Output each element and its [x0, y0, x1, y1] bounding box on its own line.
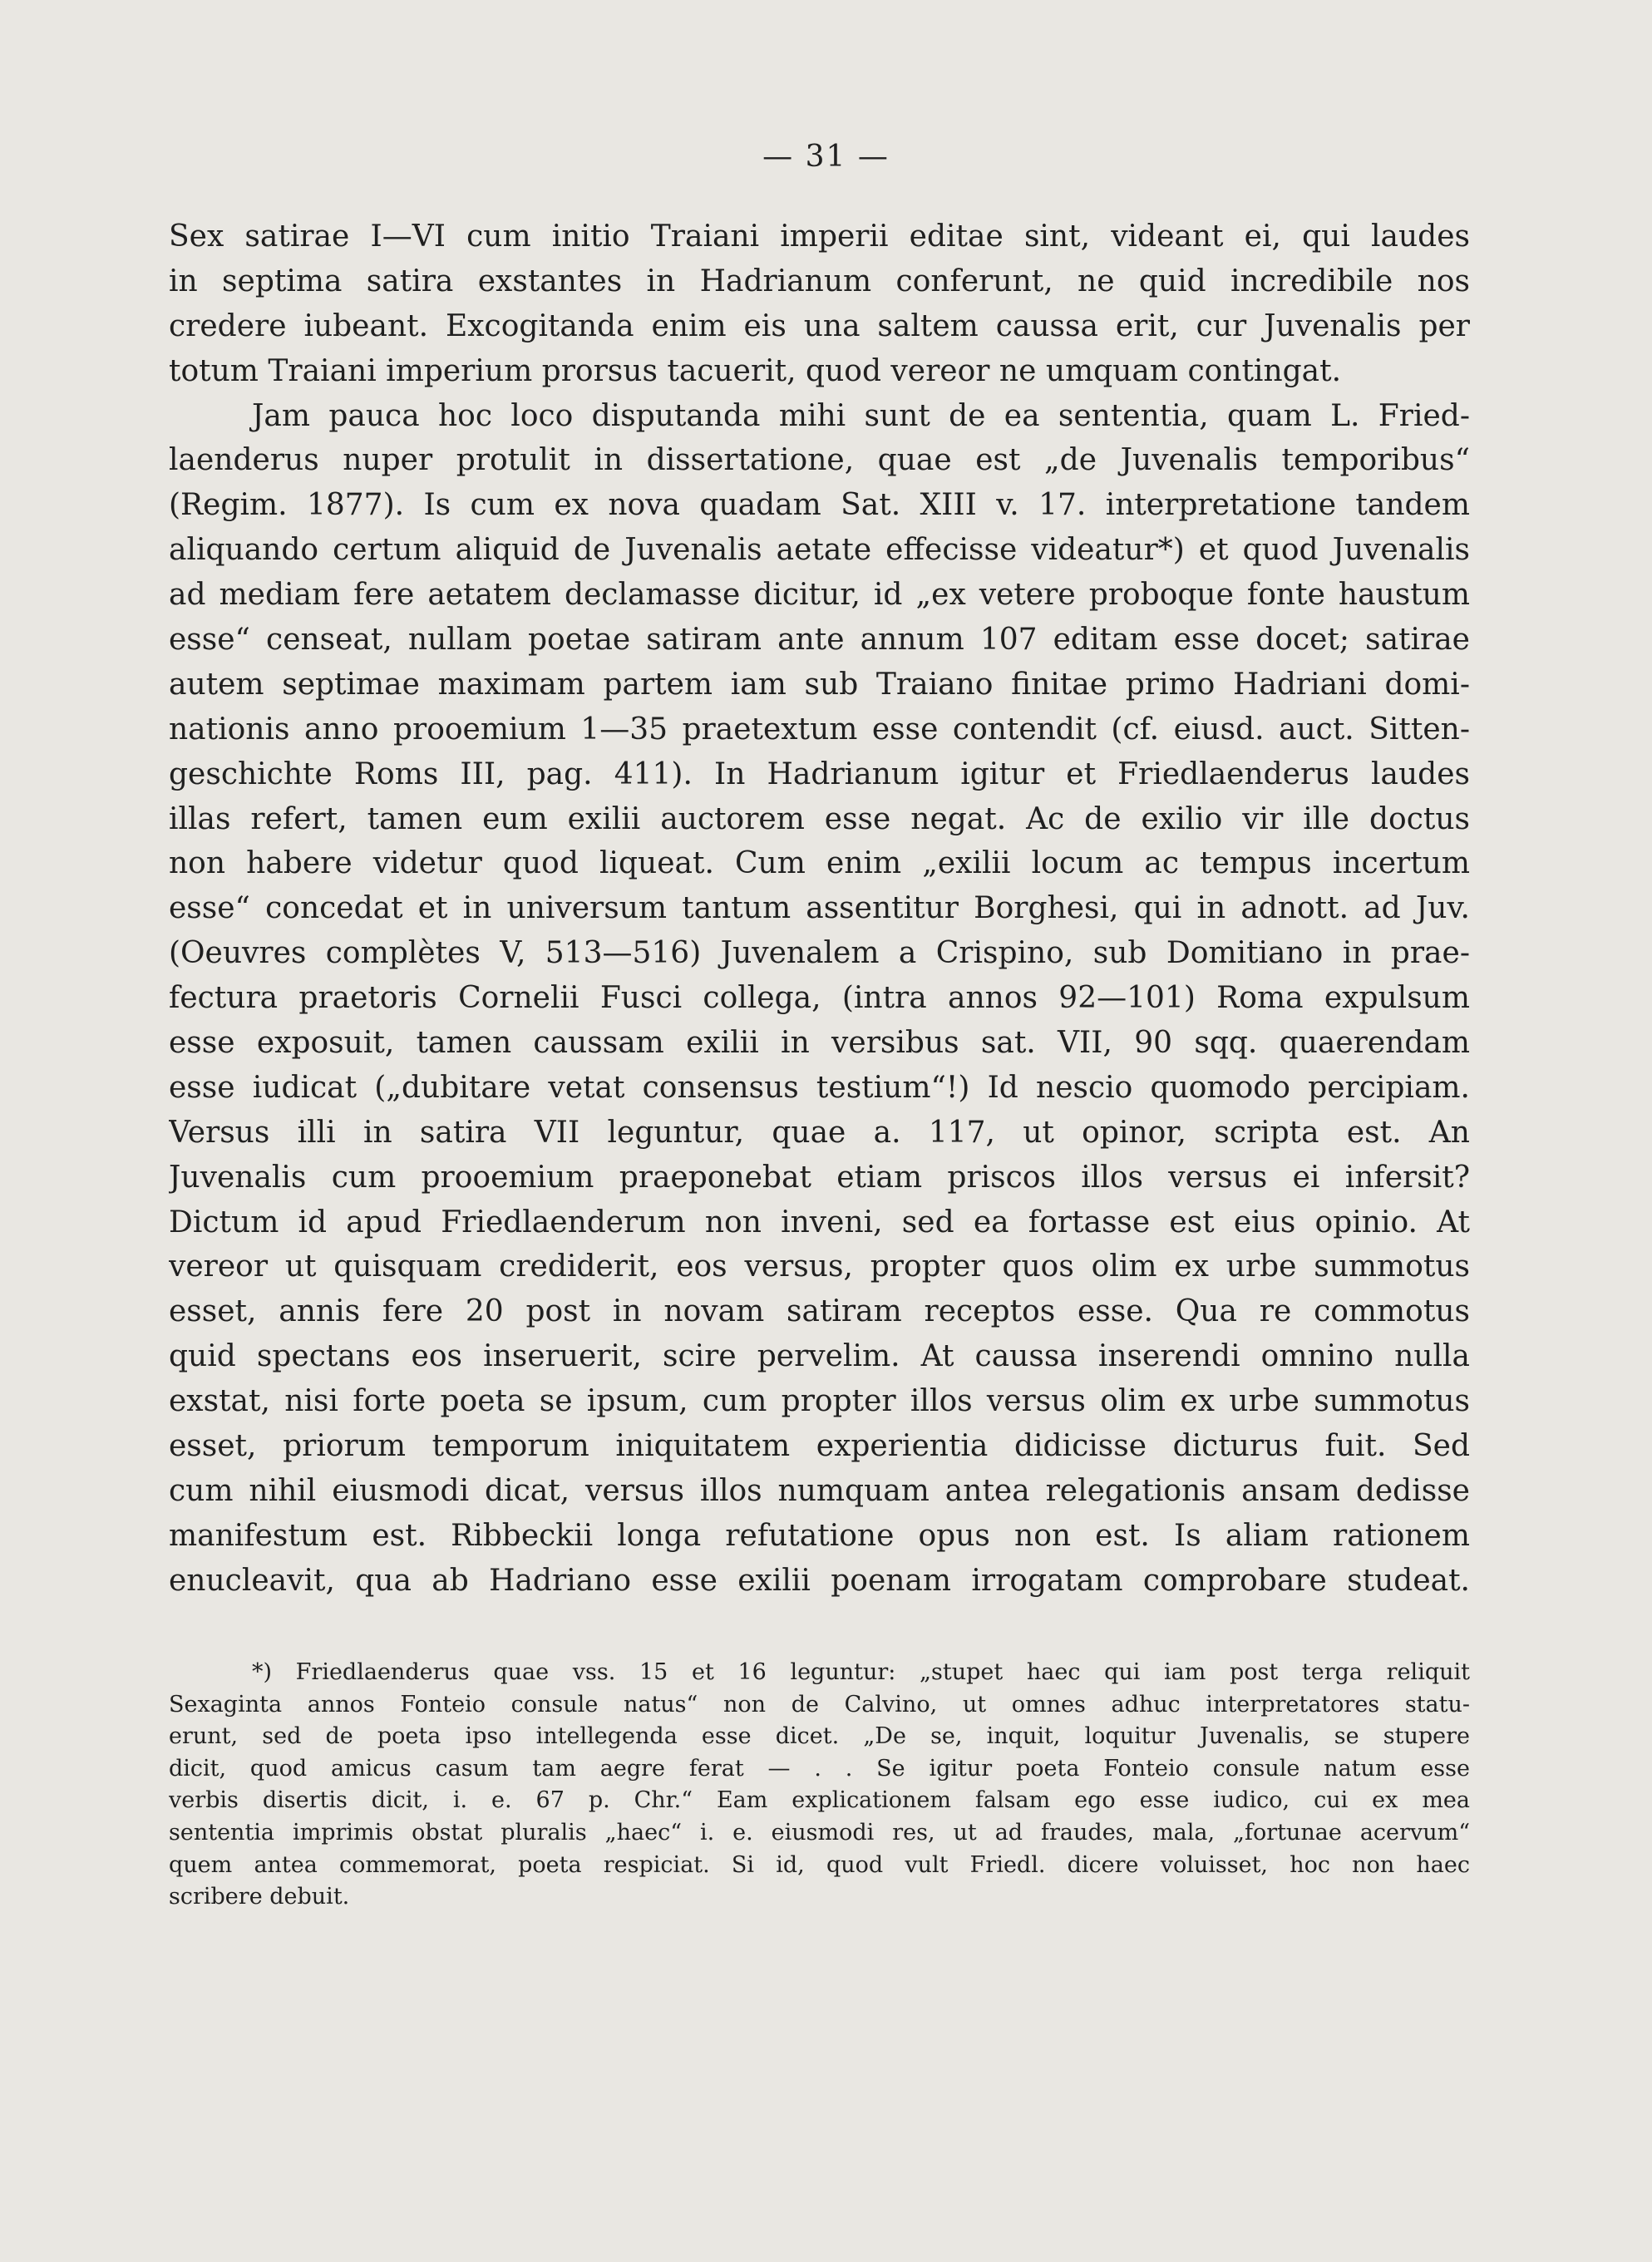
footnote-line: sententia imprimis obstat pluralis „haec“ i. e. eiusmodi res, ut ad fraudes, mala, „fortunae acervum“: [169, 1819, 1470, 1846]
text-line: aliquando certum aliquid de Juvenalis aetate effecisse videatur*) et quod Juvenalis: [169, 533, 1470, 568]
text-line: vereor ut quisquam crediderit, eos versus, propter quos olim ex urbe summotus: [169, 1249, 1470, 1284]
text-line: illas refert, tamen eum exilii auctorem esse negat. Ac de exilio vir ille doctus: [169, 801, 1470, 836]
text-line: Sex satirae I—VI cum initio Traiani imperii editae sint, videant ei, qui laudes: [169, 219, 1470, 254]
text-line: esse exposuit, tamen caussam exilii in versibus sat. VII, 90 sqq. quaerendam: [169, 1026, 1470, 1061]
text-line: Versus illi in satira VII leguntur, quae a. 117, ut opinor, scripta est. An: [169, 1115, 1470, 1150]
text-line: nationis anno prooemium 1—35 praetextum esse contendit (cf. eiusd. auct. Sitten-: [169, 712, 1470, 747]
page-number: — 31 —: [762, 140, 890, 174]
footnote-line: Sexaginta annos Fonteio consule natus“ non de Calvino, ut omnes adhuc interpretatores statu-: [169, 1691, 1470, 1717]
paragraph-start-line: Jam pauca hoc loco disputanda mihi sunt de ea sententia, quam L. Fried-: [252, 398, 1470, 433]
text-line: ad mediam fere aetatem declamasse dicitur, id „ex vetere proboque fonte haustum: [169, 578, 1470, 613]
footnote: [169, 1657, 1470, 1914]
text-line: totum Traiani imperium prorsus tacuerit, quod vereor ne umquam contingat.: [169, 353, 1342, 388]
footnote-line: dicit, quod amicus casum tam aegre ferat — . . Se igitur poeta Fonteio consule natum esse: [169, 1755, 1470, 1782]
text-line: autem septimae maximam partem iam sub Traiano finitae primo Hadriani domi-: [169, 667, 1470, 702]
text-line: Juvenalis cum prooemium praeponebat etiam priscos illos versus ei infersit?: [169, 1160, 1470, 1195]
footnote-line: quem antea commemorat, poeta respiciat. Si id, quod vult Friedl. dicere voluisset, hoc non haec: [169, 1851, 1470, 1878]
footnote-line: verbis disertis dicit, i. e. 67 p. Chr.“ Eam explicationem falsam ego esse iudico, cui ex mea: [169, 1787, 1470, 1814]
text-line: (Oeuvres complètes V, 513—516) Juvenalem a Crispino, sub Domitiano in prae-: [169, 936, 1470, 971]
text-line: (Regim. 1877). Is cum ex nova quadam Sat. XIII v. 17. interpretatione tandem: [169, 488, 1470, 523]
text-line: esse“ censeat, nullam poetae satiram ante annum 107 editam esse docet; satirae: [169, 623, 1470, 658]
text-line: in septima satira exstantes in Hadrianum conferunt, ne quid incredibile nos: [169, 264, 1470, 298]
footnote-line: scribere debuit.: [169, 1884, 350, 1910]
text-line: enucleavit, qua ab Hadriano esse exilii poenam irrogatam comprobare studeat.: [169, 1563, 1470, 1598]
body-text: [169, 214, 1470, 1604]
text-line: exstat, nisi forte poeta se ipsum, cum propter illos versus olim ex urbe summotus: [169, 1384, 1470, 1419]
text-line: quid spectans eos inseruerit, scire pervelim. At caussa inserendi omnino nulla: [169, 1339, 1470, 1374]
text-line: cum nihil eiusmodi dicat, versus illos numquam antea relegationis ansam dedisse: [169, 1473, 1470, 1508]
footnote-line: *) Friedlaenderus quae vss. 15 et 16 leguntur: „stupet haec qui iam post terga reliquit: [252, 1659, 1470, 1685]
text-line: manifestum est. Ribbeckii longa refutatione opus non est. Is aliam rationem: [169, 1518, 1470, 1553]
text-line: fectura praetoris Cornelii Fusci collega, (intra annos 92—101) Roma expulsum: [169, 981, 1470, 1016]
footnote-line: erunt, sed de poeta ipso intellegenda esse dicet. „De se, inquit, loquitur Juvenalis, se stupere: [169, 1723, 1470, 1750]
text-line: credere iubeant. Excogitanda enim eis una saltem caussa erit, cur Juvenalis per: [169, 308, 1470, 343]
text-line: non habere videtur quod liqueat. Cum enim „exilii locum ac tempus incertum: [169, 846, 1470, 881]
text-line: Dictum id apud Friedlaenderum non inveni, sed ea fortasse est eius opinio. At: [169, 1205, 1470, 1239]
text-line: esset, priorum temporum iniquitatem experientia didicisse dicturus fuit. Sed: [169, 1429, 1470, 1464]
text-line: esset, annis fere 20 post in novam satiram receptos esse. Qua re commotus: [169, 1294, 1470, 1329]
text-line: esse“ concedat et in universum tantum assentitur Borghesi, qui in adnott. ad Juv.: [169, 891, 1470, 926]
text-line: geschichte Roms III, pag. 411). In Hadrianum igitur et Friedlaenderus laudes: [169, 756, 1470, 791]
text-line: laenderus nuper protulit in dissertatione, quae est „de Juvenalis temporibus“: [169, 443, 1470, 478]
text-line: esse iudicat („dubitare vetat consensus testium“!) Id nescio quomodo percipiam.: [169, 1070, 1470, 1105]
